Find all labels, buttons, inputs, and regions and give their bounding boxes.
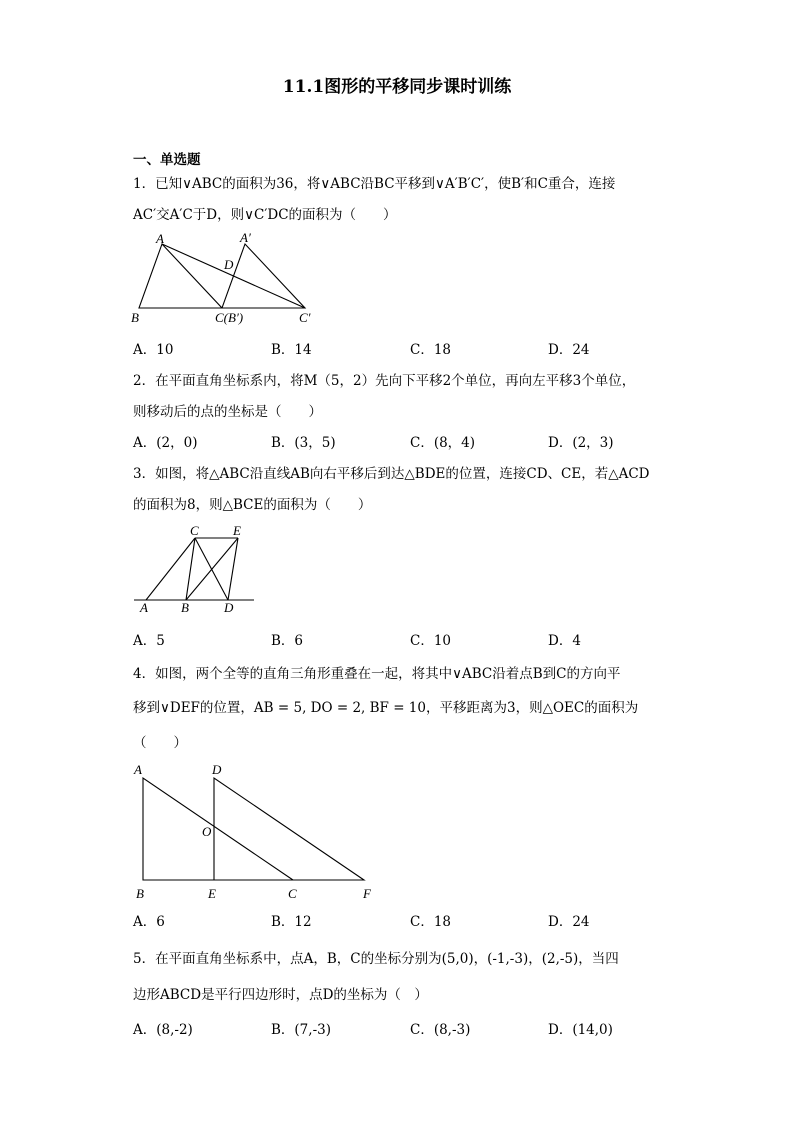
question-5-option-d: D．(14,0): [548, 1022, 613, 1038]
question-5-option-b: B．(7,-3): [271, 1022, 331, 1038]
page-title: 11.1图形的平移同步课时训练: [282, 77, 512, 97]
question-3-option-b: B．6: [271, 633, 304, 649]
question-3-line-1: 3．如图，将△ABC沿直线AB向右平移后到达△BDE的位置，连接CD、CE，若△ACD: [133, 466, 650, 482]
question-1-line-2: AC′交A′C于D，则∨C′DC的面积为（ ）: [133, 207, 397, 223]
question-2-option-a: A．(2，0): [133, 435, 198, 451]
question-5-line-2: 边形ABCD是平行四边形时，点D的坐标为（ ）: [133, 987, 428, 1003]
question-5-option-a: A．(8,-2): [133, 1022, 193, 1038]
question-3-option-c: C．10: [410, 633, 452, 649]
question-1-option-b: B．14: [271, 342, 312, 358]
question-3-option-d: D．4: [548, 633, 581, 649]
segment-ac1: [162, 244, 305, 308]
question-2-option-d: D．(2，3): [548, 435, 614, 451]
question-2-option-b: B．(3，5): [271, 435, 336, 451]
label-e: E: [208, 886, 216, 901]
label-b: B: [181, 600, 189, 615]
label-a: A: [140, 600, 148, 615]
question-3-line-2: 的面积为8，则△BCE的面积为（ ）: [133, 497, 372, 513]
question-1-option-d: D．24: [548, 342, 590, 358]
label-d: D: [212, 762, 222, 777]
label-b: B: [136, 886, 144, 901]
question-3-figure: [130, 520, 260, 616]
question-4-option-d: D．24: [548, 914, 590, 930]
label-c: C: [190, 523, 199, 538]
label-o: O: [202, 824, 212, 839]
question-1-figure: [125, 228, 325, 328]
label-b: B: [131, 310, 139, 325]
label-d: D: [224, 257, 234, 272]
question-3-option-a: A．5: [133, 633, 165, 649]
triangle-abc: [143, 778, 293, 880]
question-1-option-a: A．10: [133, 342, 174, 358]
question-1-line-1: 1．已知∨ABC的面积为36，将∨ABC沿BC平移到∨A′B′C′，使B′和C重合，连接: [133, 176, 616, 192]
label-c: C: [288, 886, 297, 901]
triangle-abc: [139, 244, 222, 308]
question-4-line-1: 4．如图，两个全等的直角三角形重叠在一起，将其中∨ABC沿着点B到C的方向平: [133, 666, 621, 682]
question-4-option-a: A．6: [133, 914, 165, 930]
question-4-line-3: （ ）: [133, 735, 187, 751]
question-1-option-c: C．18: [410, 342, 452, 358]
question-4-option-c: C．18: [410, 914, 452, 930]
question-4-option-b: B．12: [271, 914, 312, 930]
section-heading: 一、单选题: [133, 152, 201, 168]
label-f: F: [363, 886, 371, 901]
label-e: E: [233, 523, 241, 538]
question-5-line-1: 5．在平面直角坐标系中，点A，B，C的坐标分别为(5,0)，(-1,-3)，(2,-5)，当四: [133, 951, 619, 967]
question-2-option-c: C．(8，4): [410, 435, 476, 451]
label-d: D: [224, 600, 234, 615]
question-4-line-2: 移到∨DEF的位置，AB = 5, DO = 2, BF = 10，平移距离为3，则△OEC的面积为: [133, 700, 639, 716]
question-4-figure: [130, 760, 380, 905]
question-2-line-1: 2．在平面直角坐标系内，将M（5，2）先向下平移2个单位，再向左平移3个单位，: [133, 373, 636, 389]
label-a: A: [156, 231, 164, 246]
label-c-prime: C′: [299, 310, 311, 325]
label-a: A: [134, 762, 142, 777]
label-c-b-prime: C(B′): [215, 310, 244, 325]
question-5-option-c: C．(8,-3): [410, 1022, 471, 1038]
question-2-line-2: 则移动后的点的坐标是（ ）: [133, 404, 322, 420]
label-a-prime: A′: [240, 230, 251, 245]
segment-cd: [195, 538, 228, 600]
triangle-def: [214, 778, 364, 880]
